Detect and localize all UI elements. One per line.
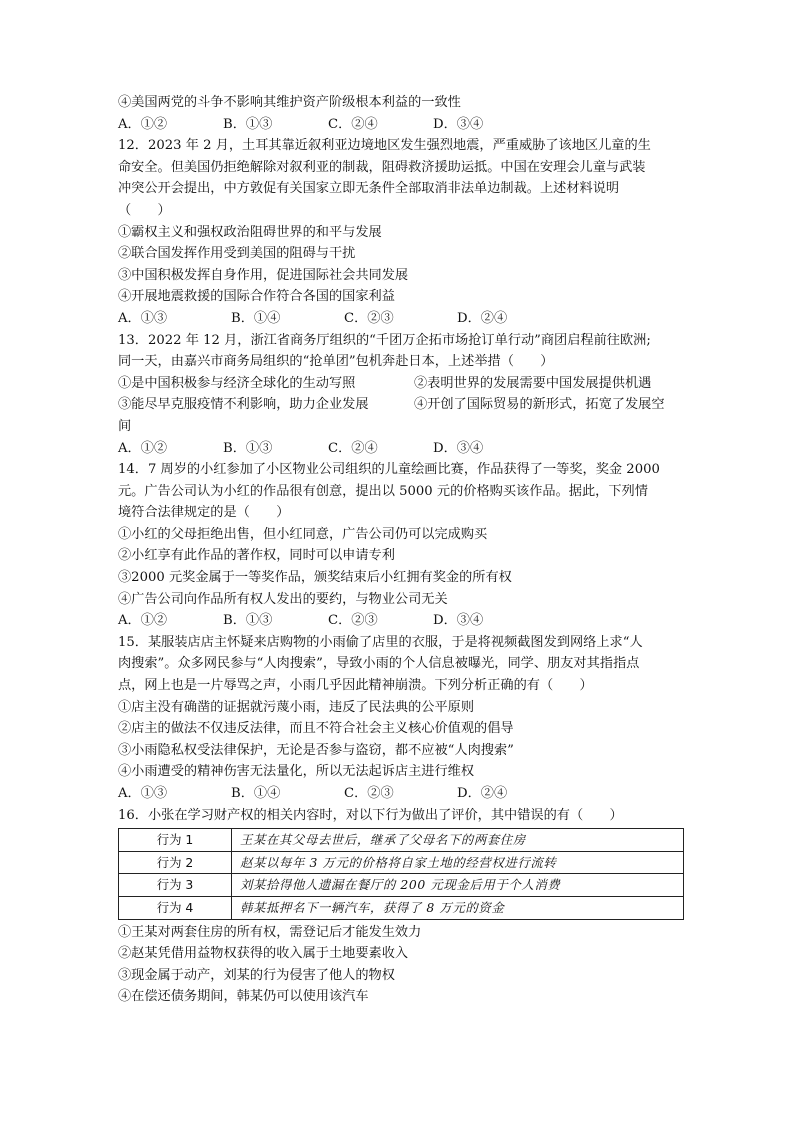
q14-stem-line: 元。广告公司认为小红的作品很有创意，提出以 5000 元的价格购买该作品。据此，下列情 <box>118 483 648 499</box>
q13-stem-line: 同一天，由嘉兴市商务局组织的“抢单团”包机奔赴日本，上述举措（ ） <box>118 354 554 370</box>
q12-stem-line: 命安全。但美国仍拒绝解除对叙利亚的制裁，阻碍救济援助运抵。中国在安理会儿童与武装 <box>118 159 646 175</box>
q15-item-4: ④小雨遭受的精神伤害无法量化，所以无法起诉店主进行维权 <box>118 764 475 780</box>
q16-item-4: ④在偿还债务期间，韩某仍可以使用该汽车 <box>118 989 369 1005</box>
q15-stem-line: 肉搜索”。众多网民参与“人肉搜索”，导致小雨的个人信息被曝光，同学、朋友对其指指点 <box>118 656 640 672</box>
q14-item-4: ④广告公司向作品所有权人发出的要约，与物业公司无关 <box>118 591 448 607</box>
q13-item-1: ①是中国积极参与经济全球化的生动写照 <box>118 375 356 391</box>
q15-option-c[interactable]: C．②③ <box>344 786 394 801</box>
q12-item-2: ②联合国发挥作用受到美国的阻碍与干扰 <box>118 246 356 262</box>
behavior-label: 行为 3 <box>119 874 232 897</box>
q13-items-row <box>118 394 684 416</box>
q16-item-1: ①王某对两套住房的所有权，需登记后才能发生效力 <box>118 924 422 940</box>
q13-options <box>118 438 684 460</box>
q11-item-4: ④美国两党的斗争不影响其维护资产阶级根本利益的一致性 <box>118 95 461 110</box>
q16-item-2: ②赵某凭借用益物权获得的收入属于土地要素收入 <box>118 946 409 962</box>
q14-option-c[interactable]: C．②③ <box>328 613 378 629</box>
q13-stem-line: 13．2022 年 12 月，浙江省商务厅组织的“千团万企拓市场抢订单行动”商团启程前往欧洲; <box>118 332 651 348</box>
q13-items-row <box>118 373 684 395</box>
q12-option-d[interactable]: D．②④ <box>457 310 508 326</box>
q15-options <box>118 783 684 805</box>
behavior-label: 行为 2 <box>119 851 232 874</box>
q11-option-a[interactable]: A．①② <box>118 116 168 132</box>
q14-item-2: ②小红享有此作品的著作权，同时可以申请专利 <box>118 548 395 564</box>
q13-item-4-wrap: 间 <box>118 418 132 434</box>
q13-item-2: ②表明世界的发展需要中国发展提供机遇 <box>414 375 652 391</box>
q12-item-4: ④开展地震救援的国际合作符合各国的国家利益 <box>118 289 395 305</box>
q14-option-b[interactable]: B．①③ <box>223 613 273 629</box>
table-row <box>119 829 684 852</box>
q13-item-3: ③能尽早克服疫情不利影响，助力企业发展 <box>118 397 369 413</box>
q12-option-b[interactable]: B．①④ <box>231 310 281 326</box>
q12-stem-line: 冲突公开会提出，中方敦促有关国家立即无条件全部取消非法单边制裁。上述材料说明 <box>118 181 620 197</box>
behavior-description: 赵某以每年 3 万元的价格将自家土地的经营权进行流转 <box>232 851 684 874</box>
q15-item-1: ①店主没有确凿的证据就污蔑小雨，违反了民法典的公平原则 <box>118 699 475 715</box>
q15-option-d[interactable]: D．②④ <box>457 786 508 801</box>
q15-stem-line: 点，网上也是一片辱骂之声，小雨几乎因此精神崩溃。下列分析正确的有（ ） <box>118 678 593 694</box>
q14-stem-line: 境符合法律规定的是（ ） <box>118 505 290 521</box>
q15-item-3: ③小雨隐私权受法律保护，无论是否参与盗窃，都不应被“人肉搜索” <box>118 742 514 758</box>
q12-option-a[interactable]: A．①③ <box>118 310 168 326</box>
q14-stem-line: 14．7 周岁的小红参加了小区物业公司组织的儿童绘画比赛，作品获得了一等奖，奖金 2000 <box>118 462 660 478</box>
table-row <box>119 874 684 897</box>
q14-item-1: ①小红的父母拒绝出售，但小红同意，广告公司仍可以完成购买 <box>118 526 488 542</box>
q16-item-3: ③现金属于动产，刘某的行为侵害了他人的物权 <box>118 967 395 983</box>
q14-option-d[interactable]: D．③④ <box>433 613 484 629</box>
behavior-description: 刘某拾得他人遗漏在餐厅的 200 元现金后用于个人消费 <box>232 874 684 897</box>
behavior-description: 韩某抵押名下一辆汽车，获得了 8 万元的资金 <box>232 896 684 919</box>
q11-option-d[interactable]: D．③④ <box>433 116 484 132</box>
q13-option-c[interactable]: C．②④ <box>328 440 378 456</box>
exam-page <box>118 92 684 1008</box>
q11-option-c[interactable]: C．②④ <box>328 116 378 132</box>
q16-behavior-table <box>118 828 684 919</box>
q12-answer-blank: （ ） <box>118 202 171 218</box>
q12-item-1: ①霸权主义和强权政治阻碍世界的和平与发展 <box>118 224 382 240</box>
table-row <box>119 851 684 874</box>
q11-option-b[interactable]: B．①③ <box>223 116 273 132</box>
q14-option-a[interactable]: A．①② <box>118 613 168 629</box>
q13-item-4: ④开创了国际贸易的新形式，拓宽了发展空 <box>414 397 665 413</box>
q15-item-2: ②店主的做法不仅违反法律，而且不符合社会主义核心价值观的倡导 <box>118 721 514 737</box>
q12-stem-line: 12．2023 年 2 月，土耳其靠近叙利亚边境地区发生强烈地震，严重威胁了该地区儿童的生 <box>118 138 651 154</box>
q15-option-a[interactable]: A．①③ <box>118 786 168 801</box>
behavior-label: 行为 1 <box>119 829 232 852</box>
behavior-description: 王某在其父母去世后，继承了父母名下的两套住房 <box>232 829 684 852</box>
q16-stem: 16．小张在学习财产权的相关内容时，对以下行为做出了评价，其中错误的有（ ） <box>118 807 623 823</box>
q13-option-b[interactable]: B．①③ <box>223 440 273 456</box>
table-row <box>119 896 684 919</box>
q15-stem-line: 15．某服装店店主怀疑来店购物的小雨偷了店里的衣服，于是将视频截图发到网络上求“人 <box>118 634 643 650</box>
q12-options <box>118 308 684 330</box>
behavior-label: 行为 4 <box>119 896 232 919</box>
q13-option-d[interactable]: D．③④ <box>433 440 484 456</box>
q15-option-b[interactable]: B．①④ <box>231 786 281 801</box>
q12-item-3: ③中国积极发挥自身作用，促进国际社会共同发展 <box>118 267 409 283</box>
q14-options <box>118 610 684 632</box>
q13-option-a[interactable]: A．①② <box>118 440 168 456</box>
q14-item-3: ③2000 元奖金属于一等奖作品，颁奖结束后小红拥有奖金的所有权 <box>118 570 512 586</box>
q11-options <box>118 114 684 136</box>
q12-option-c[interactable]: C．②③ <box>344 310 394 326</box>
